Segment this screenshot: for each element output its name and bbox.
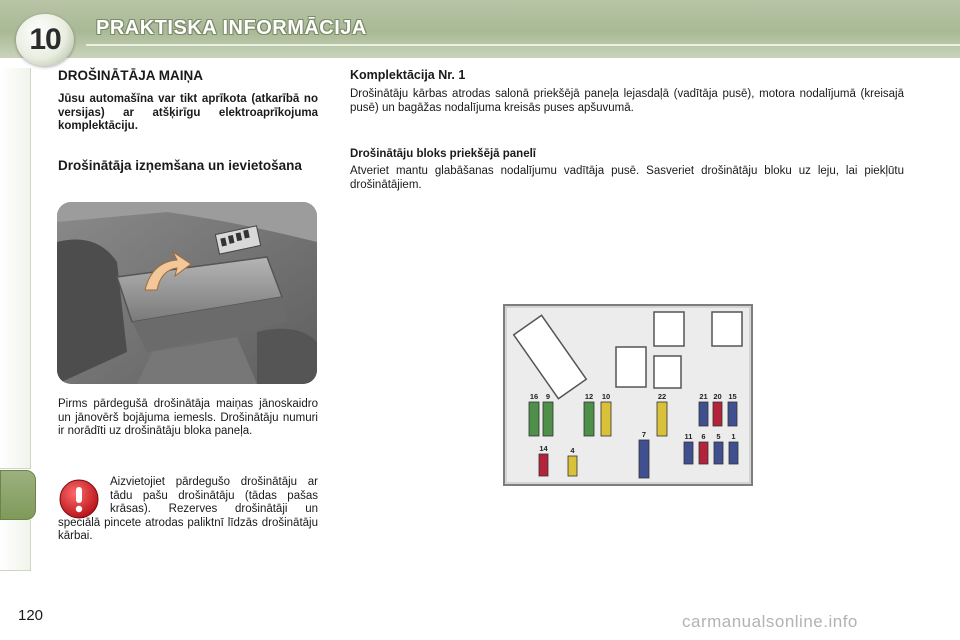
chapter-tab-active[interactable]: [0, 470, 36, 520]
warning-paragraph: Aizvietojiet pārdegušo drošinātāju ar tādu pašu drošinātāju (tādas pašas krāsas). Rezerves drošinātāji un speciālā pincete atrodas paliktnī līdzās drošinātāju kārbai.: [58, 476, 318, 542]
fuse-7: [639, 440, 649, 478]
right-paragraph-1: Drošinātāju kārbas atrodas salonā priekšējā paneļa lejasdaļā (vadītāja pusē), motora nodalījumā (kreisajā pusē) un bagāžas nodalījuma kreisās puses apšuvumā.: [350, 88, 904, 114]
fuse-label-10: 10: [601, 392, 611, 401]
fuse-label-9: 9: [545, 392, 551, 401]
chapter-tab[interactable]: [0, 268, 31, 319]
chapter-tabs: [0, 68, 34, 580]
section-heading: DROŠINĀTĀJA MAIŅA: [58, 68, 203, 83]
chapter-number: 10: [29, 23, 61, 56]
subsection-heading: Drošinātāja izņemšana un ievietošana: [58, 158, 302, 173]
lead-paragraph: Jūsu automašīna var tikt aprīkota (atkarībā no versijas) ar atšķirīgu elektroaprīkojuma komplektāciju.: [58, 93, 318, 132]
fuse-9: [543, 402, 553, 436]
glovebox-photo: [57, 202, 317, 384]
fuse-11: [684, 442, 693, 464]
fuse-label-21: 21: [699, 392, 708, 401]
watermark: carmanualsonline.info: [682, 612, 858, 631]
chapter-tab[interactable]: [0, 368, 31, 419]
chapter-tab[interactable]: [0, 68, 31, 119]
fuse-15: [728, 402, 737, 426]
fuse-panel-heading: Drošinātāju bloks priekšējā panelī: [350, 148, 536, 160]
fuse-10: [601, 402, 611, 436]
chapter-tab[interactable]: [0, 418, 31, 469]
fuse-6: [699, 442, 708, 464]
chapter-tab[interactable]: [0, 520, 31, 571]
fuse-label-4: 4: [570, 446, 575, 455]
fuse-5: [714, 442, 723, 464]
right-paragraph-2: Atveriet mantu glabāšanas nodalījumu vadītāja pusē. Sasveriet drošinātāju bloku uz leju, lai piekļūtu drošinātājiem.: [350, 165, 904, 191]
fuse-21: [699, 402, 708, 426]
page-number: 120: [18, 607, 44, 624]
fuse-label-6: 6: [701, 432, 706, 441]
fuse-22: [657, 402, 667, 436]
fuse-label-14: 14: [539, 444, 548, 453]
chapter-tab[interactable]: [0, 118, 31, 169]
config-heading: Komplektācija Nr. 1: [350, 68, 466, 82]
chapter-tab[interactable]: [0, 218, 31, 269]
page-title: PRAKTISKA INFORMĀCIJA: [96, 17, 367, 39]
fuse-label-1: 1: [731, 432, 736, 441]
left-paragraph: Pirms pārdegušā drošinātāja maiņas jānoskaidro un jānovērš bojājuma iemesls. Drošinātāju numuri ir norādīti uz drošinātāju bloka paneļa.: [58, 398, 318, 437]
fuse-label-16: 16: [529, 392, 539, 401]
fuse-4: [568, 456, 577, 476]
fuse-box-diagram: [503, 304, 753, 486]
header-divider: [86, 44, 960, 46]
fuse-12: [584, 402, 594, 436]
fuse-label-20: 20: [713, 392, 722, 401]
warning-text: [58, 476, 318, 544]
fuse-16: [529, 402, 539, 436]
fuse-label-12: 12: [584, 392, 594, 401]
fuse-14: [539, 454, 548, 476]
chapter-tab[interactable]: [0, 318, 31, 369]
fuse-label-15: 15: [728, 392, 737, 401]
fuse-label-11: 11: [684, 432, 693, 441]
chapter-tab[interactable]: [0, 168, 31, 219]
chapter-badge: [16, 14, 74, 66]
fuse-1: [729, 442, 738, 464]
fuse-20: [713, 402, 722, 426]
fuse-label-7: 7: [641, 430, 647, 439]
fuse-label-5: 5: [716, 432, 721, 441]
fuse-label-22: 22: [657, 392, 667, 401]
